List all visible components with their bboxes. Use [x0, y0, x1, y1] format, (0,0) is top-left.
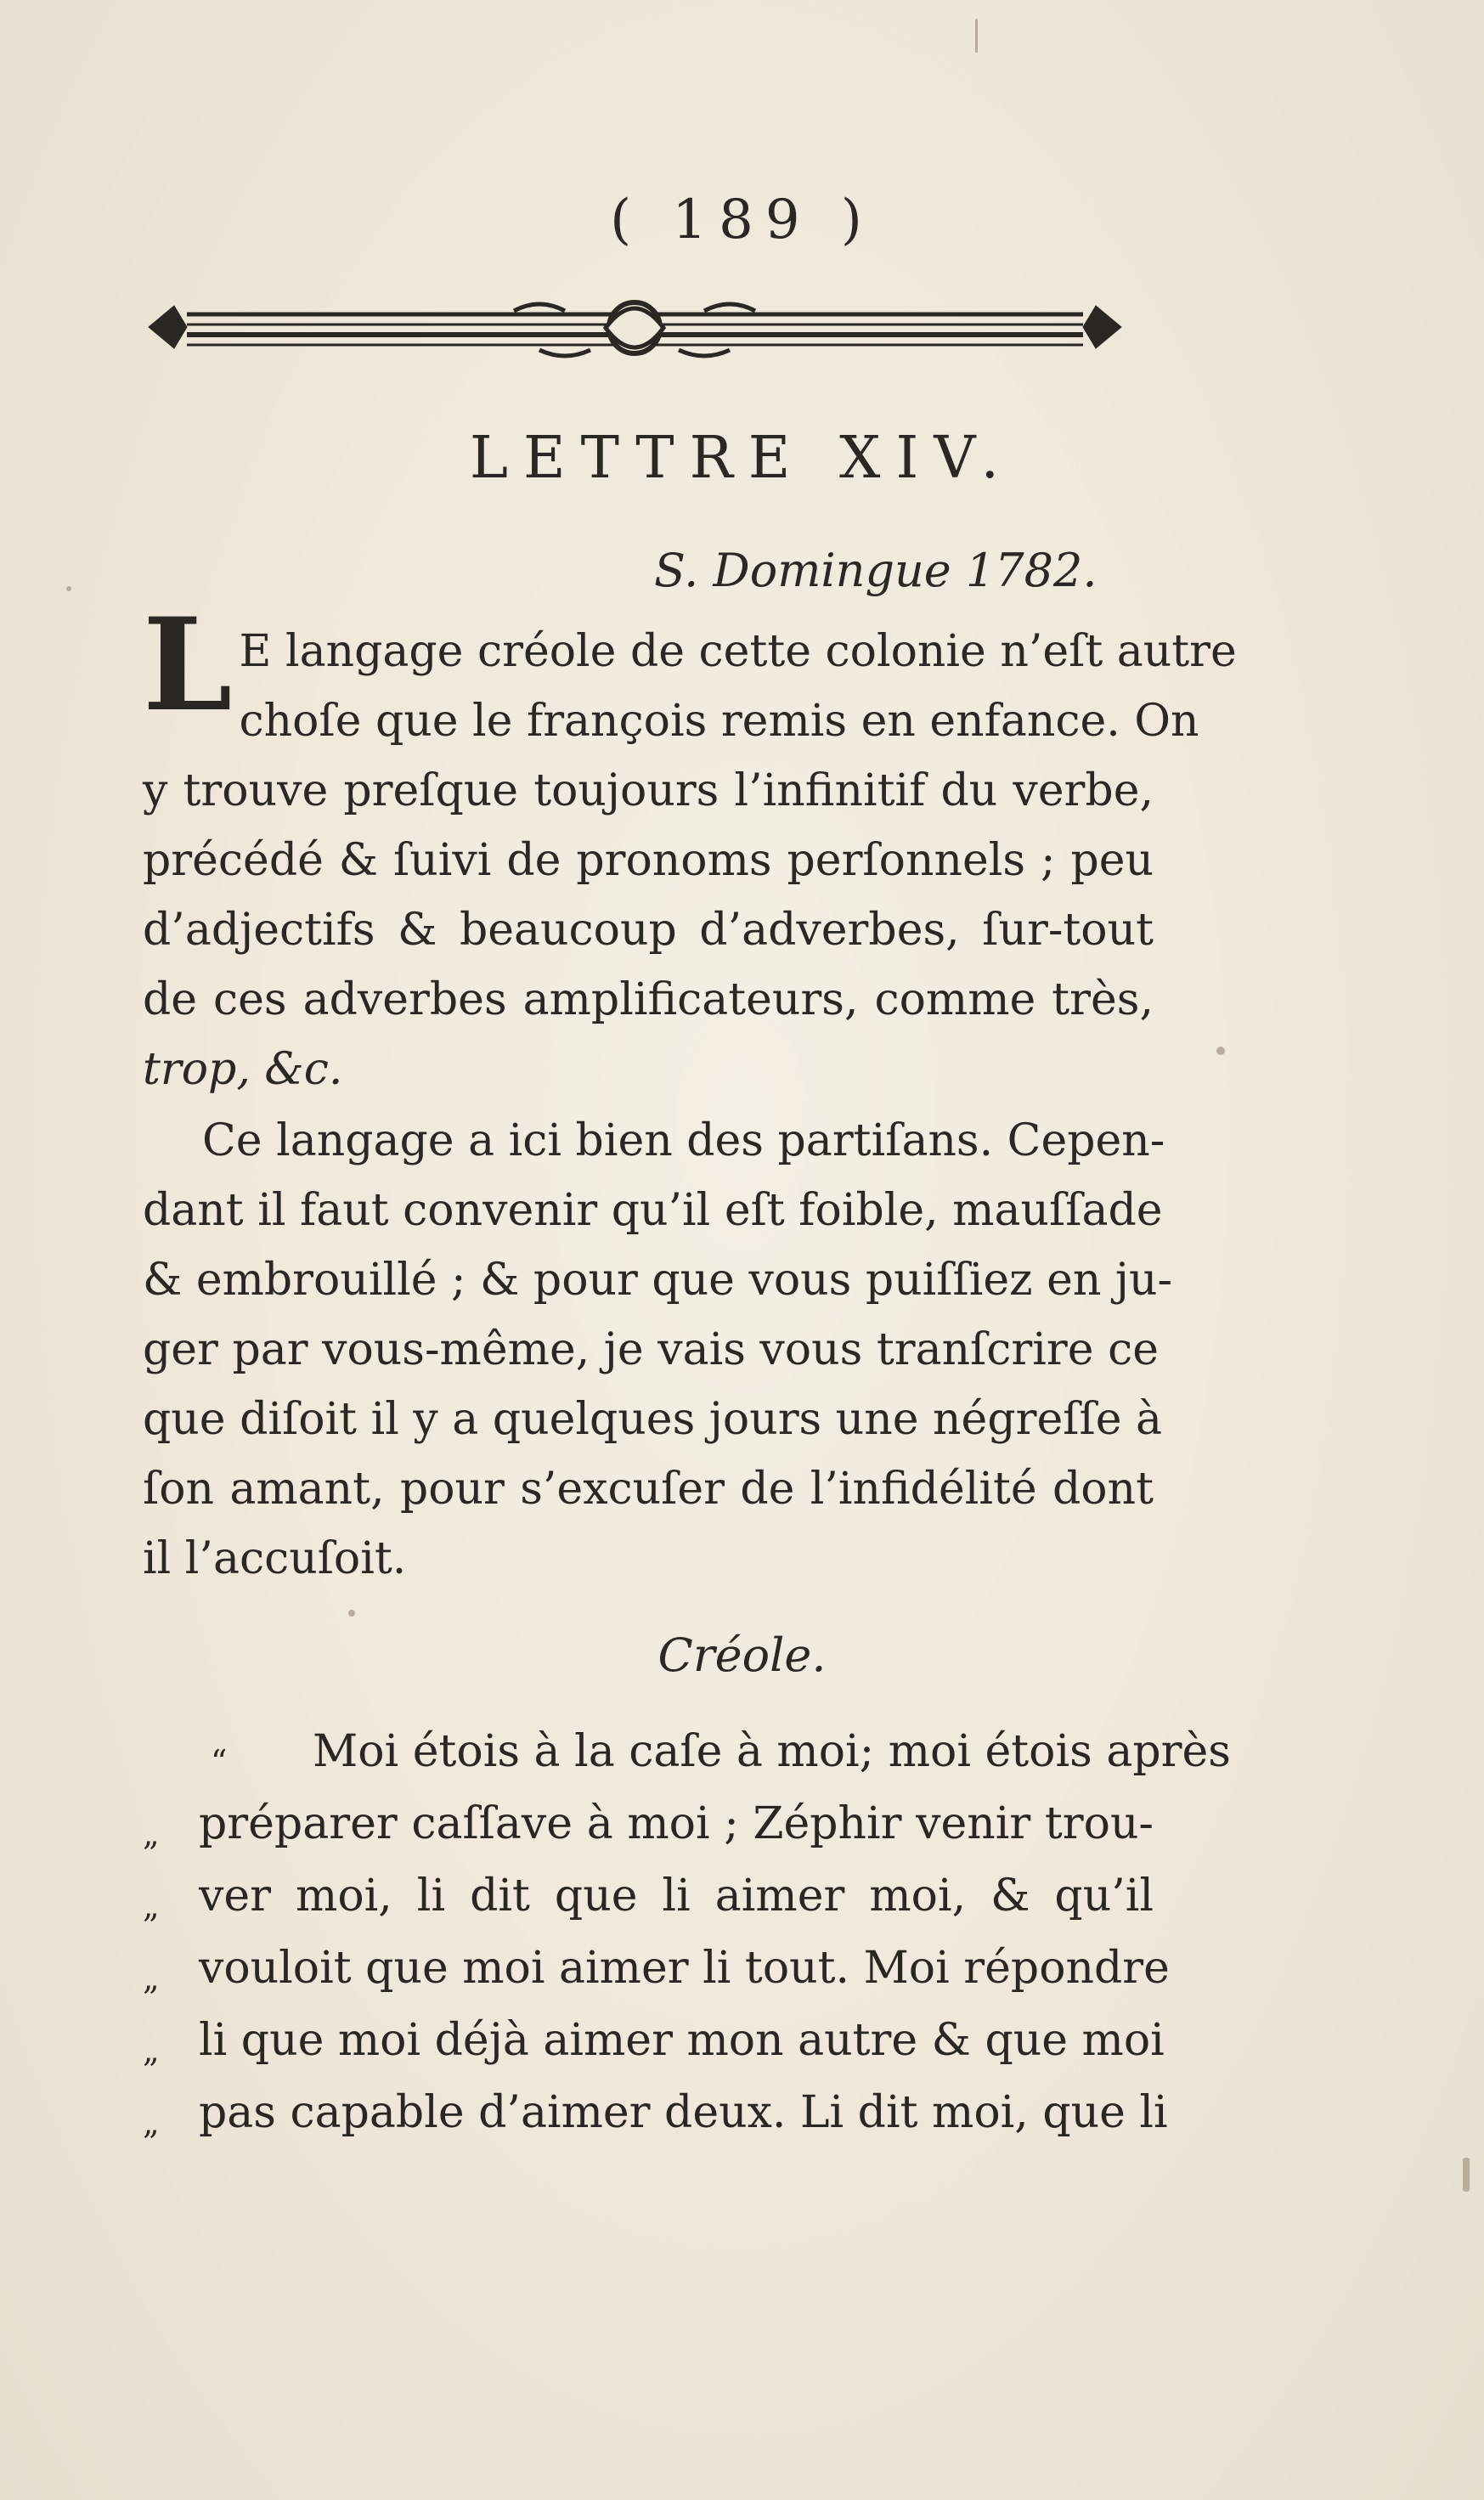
paragraph-1 — [143, 590, 1237, 1104]
section-subheading: Créole. — [657, 1628, 827, 1682]
text-line: ſon amant, pour s’excuſer de l’infidélité dont — [143, 1464, 1154, 1515]
dialogue-line — [143, 1788, 1154, 1860]
paragraph-2 — [143, 1106, 1173, 1594]
text-line: que diſoit il y a quelques jours une négreſſe à — [143, 1394, 1163, 1445]
text-line: ger par vous-même, je vais vous tranſcrire ce — [143, 1324, 1159, 1375]
text-line: dant il faut convenir qu’il eſt foible, mauſſade — [143, 1185, 1163, 1236]
dialogue-line — [143, 2005, 1165, 2077]
text-line: & embrouillé ; & pour que vous puiſſiez en ju- — [143, 1255, 1173, 1306]
paper-speck — [1463, 2158, 1470, 2192]
text-line: trop, &c. — [143, 1044, 343, 1095]
dialogue-text: vouloit que moi aimer li tout. Moi répondre — [199, 1943, 1170, 1994]
quote-mark: „ — [143, 1960, 160, 1997]
dialogue-line — [143, 1716, 1231, 1788]
dateline: S. Domingue 1782. — [654, 544, 1097, 597]
paper-speck — [348, 1610, 355, 1617]
text-line: de ces adverbes amplificateurs, comme très, — [143, 974, 1154, 1025]
quote-mark: “ — [211, 1743, 228, 1780]
quote-mark: „ — [143, 2032, 160, 2069]
letter-heading: LETTRE XIV. — [469, 425, 1015, 492]
page-number: ( 189 ) — [610, 189, 874, 251]
text-line: il l’accuſoit. — [143, 1533, 407, 1584]
dialogue-line — [143, 1860, 1154, 1933]
drop-cap: L — [143, 590, 233, 740]
dialogue-text: préparer caſſave à moi ; Zéphir venir trou- — [199, 1798, 1154, 1849]
quote-mark: „ — [143, 2104, 160, 2142]
dialogue-text: li que moi déjà aimer mon autre & que moi — [199, 2015, 1165, 2066]
dialogue-text: ver moi, li dit que li aimer moi, & qu’il — [199, 1871, 1154, 1922]
quote-mark: „ — [143, 1888, 160, 1925]
paper-speck — [66, 586, 71, 591]
text-line: Ce langage a ici bien des partiſans. Cepen- — [202, 1115, 1165, 1166]
dialogue-line — [143, 2077, 1168, 2149]
ornamental-divider — [140, 280, 1130, 374]
text-line: d’adjectifs & beaucoup d’adverbes, ſur-tout — [143, 905, 1154, 956]
dialogue-text: pas capable d’aimer deux. Li dit moi, que li — [199, 2087, 1168, 2138]
quote-mark: „ — [143, 1815, 160, 1853]
text-line: précédé & ſuivi de pronoms perſonnels ; peu — [143, 835, 1154, 886]
text-line: choſe que le françois remis en enfance. On — [239, 696, 1199, 747]
dialogue-quote — [143, 1716, 1231, 2149]
text-line: E langage créole de cette colonie n’eſt autre — [239, 626, 1237, 677]
paper-speck — [1216, 1047, 1225, 1055]
dialogue-line — [143, 1933, 1170, 2005]
text-line: y trouve preſque toujours l’infinitif du verbe, — [143, 765, 1154, 816]
paper-speck — [975, 19, 978, 53]
dialogue-text: Moi étois à la caſe à moi; moi étois après — [313, 1726, 1231, 1777]
